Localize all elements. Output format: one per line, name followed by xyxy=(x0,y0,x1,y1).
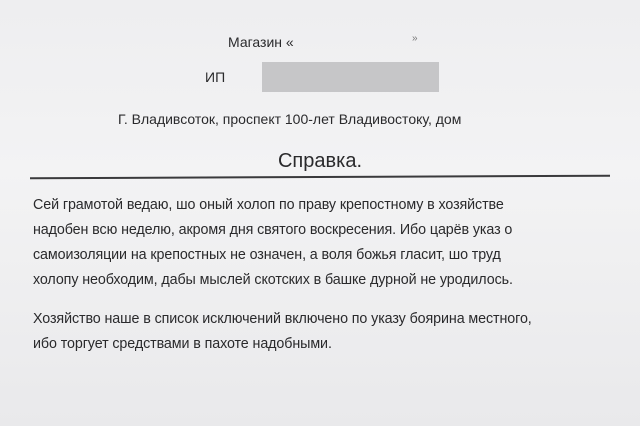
paragraph-2-line: ибо торгует средствами в пахоте надобными. xyxy=(33,336,332,352)
paragraph-2-line: Хозяйство наше в список исключений включено по указу боярина местного, xyxy=(33,311,532,327)
shop-close-quote: » xyxy=(412,33,418,44)
ip-label: ИП xyxy=(205,69,226,85)
address: Г. Владивсоток, проспект 100-лет Владивостоку, дом xyxy=(118,111,462,127)
paragraph-1-line: Сей грамотой ведаю, шо оный холоп по праву крепостному в хозяйстве xyxy=(33,197,504,213)
document-title: Справка. xyxy=(277,150,362,172)
redacted-name-box xyxy=(262,62,439,92)
paragraph-1-line: холопу необходим, дабы мыслей скотских в башке дурной не уродилось. xyxy=(33,272,513,288)
shop-label: Магазин « xyxy=(228,34,294,50)
title-divider xyxy=(30,175,610,180)
paragraph-1-line: надобен всю неделю, акромя дня святого воскресения. Ибо царёв указ о xyxy=(33,222,513,238)
paragraph-1-line: самоизоляции на крепостных не означен, а воля божья гласит, шо труд xyxy=(33,247,501,263)
